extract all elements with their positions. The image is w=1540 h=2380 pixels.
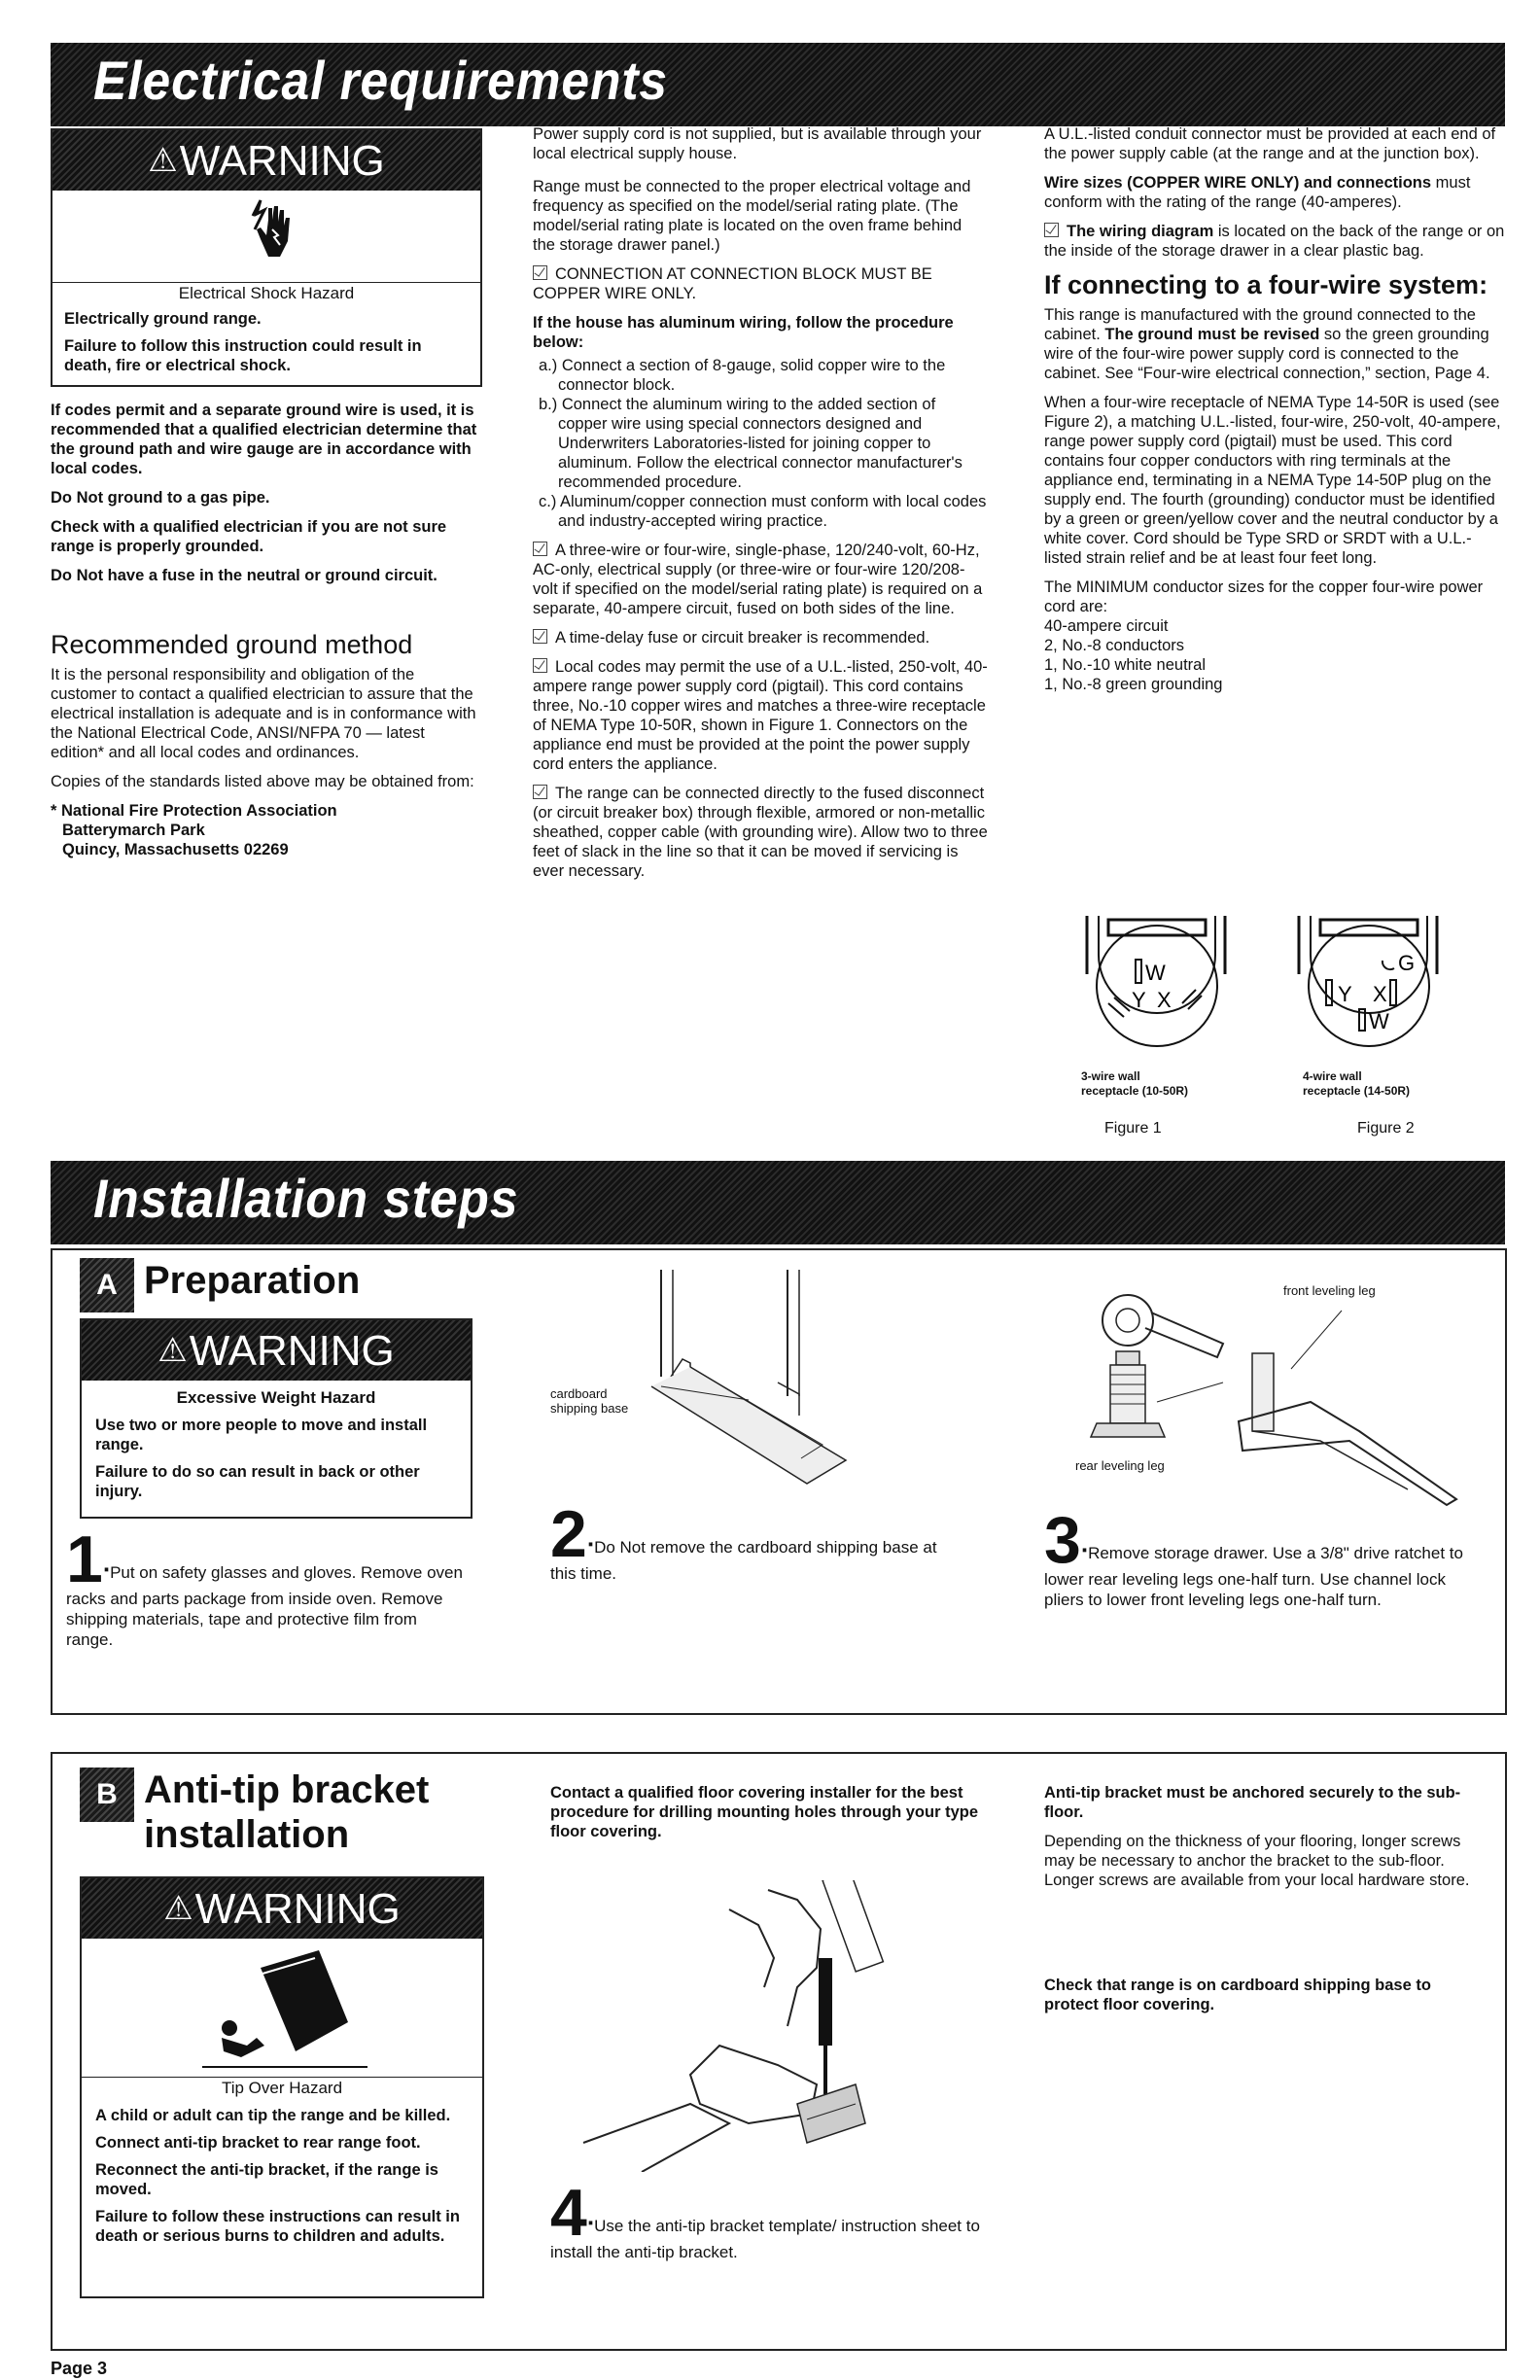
- paragraph: Power supply cord is not supplied, but is available through your local electrical supply house.: [533, 125, 982, 162]
- hazard-title: Electrical Shock Hazard: [178, 284, 355, 302]
- bold-run: Wire sizes (COPPER WIRE ONLY) and connections: [1044, 174, 1432, 192]
- paragraph: Depending on the thickness of your flooring, longer screws may be necessary to anchor the bracket to the sub-floor. Longer screws are available from your local hardware store.: [1044, 1833, 1470, 1889]
- paragraph-text: Local codes may permit the use of a U.L.-listed, 250-volt, 40-ampere range power supply cord (pigtail). This cord contains three, No.-10 copper wires and matches a three-wire receptacle of NEMA Type 10-50R, shown in Figure 1. Connectors on the appliance end must be provided at the point the power supply cord enters the appliance.: [533, 658, 988, 773]
- paragraph-text: CONNECTION AT CONNECTION BLOCK MUST BE COPPER WIRE ONLY.: [533, 265, 932, 302]
- step-1: 1∙Put on safety glasses and gloves. Remove oven racks and parts package from inside oven. Remove shipping materials, tape and protective film from range.: [66, 1522, 463, 1649]
- paragraph: A U.L.-listed conduit connector must be provided at each end of the power supply cable (at the range and at the junction box).: [1044, 125, 1496, 162]
- checkbox-icon: [533, 629, 547, 644]
- checkbox-icon: [533, 785, 547, 799]
- step-2: 2∙Do Not remove the cardboard shipping base at this time.: [550, 1497, 937, 1583]
- size-line: 1, No.-10 white neutral: [1044, 656, 1207, 674]
- screwdriver-bracket-illustration: [574, 1880, 894, 2172]
- section-b-badge: B: [80, 1768, 134, 1822]
- warning-line: Failure to follow this instruction could result in death, fire or electrical shock.: [64, 337, 422, 374]
- paragraph-text: so the green grounding wire of the four-wire power supply cord is connected to the cabinet. See “Four-wire electrical connection,” section, Page 4.: [1044, 326, 1490, 382]
- paragraph-text: must conform with the rating of the range (40-amperes).: [1044, 174, 1471, 211]
- electrical-warning-box: [51, 128, 482, 387]
- address-line: * National Fire Protection Association: [51, 802, 337, 820]
- paragraph: Copies of the standards listed above may be obtained from:: [51, 773, 474, 790]
- size-line: 1, No.-8 green grounding: [1044, 676, 1223, 693]
- paragraph-text: A three-wire or four-wire, single-phase, 120/240-volt, 60-Hz, AC-only, electrical supply (or three-wire or four-wire 120/208-volt if specified on the model/serial rating plate) is required on a separate, 40-ampere circuit, fused on both sides of the line.: [533, 542, 983, 617]
- four-wire-heading: If connecting to a four-wire system:: [1044, 270, 1488, 299]
- paragraph: Range must be connected to the proper electrical voltage and frequency as specified on the model/serial rating plate. (The model/serial rating plate is located on the oven frame behind the storage drawer panel.): [533, 178, 971, 254]
- warning-line: Reconnect the anti-tip bracket, if the range is moved.: [95, 2161, 438, 2198]
- warning-label: WARNING: [194, 1885, 401, 1933]
- front-leg-label: front leveling leg: [1283, 1283, 1376, 1298]
- paragraph: It is the personal responsibility and obligation of the customer to contact a qualified electrician to assure that the electrical installation is adequate and is in conformance with the National Electrical Code, ANSI/NFPA 70 — latest edition* and all local codes and ordinances.: [51, 666, 476, 761]
- section-a-badge: A: [80, 1258, 134, 1312]
- checkbox-icon: [533, 658, 547, 673]
- step-number: 2: [550, 1497, 587, 1571]
- list-item: c.) Aluminum/copper connection must conform with local codes and industry-accepted wiring practice.: [539, 493, 987, 530]
- banner-title: Electrical requirements: [93, 50, 668, 111]
- bold-run: The ground must be revised: [1104, 326, 1320, 343]
- figure-2-label: Figure 2: [1357, 1120, 1415, 1137]
- warning-line: Failure to do so can result in back or other injury.: [95, 1463, 420, 1500]
- terminal-g-label: G: [1398, 951, 1416, 975]
- installation-steps-banner: [51, 1161, 1505, 1244]
- warning-label: WARNING: [189, 1327, 395, 1375]
- list-item: b.) Connect the aluminum wiring to the added section of copper wire using special connectors designed and Underwriters Laboratories-listed for joining copper to aluminum. Follow the electrical connector manufacturer's recommended procedure.: [539, 396, 962, 491]
- rear-leg-label: rear leveling leg: [1075, 1458, 1165, 1473]
- step-3: 3∙Remove storage drawer. Use a 3/8" drive ratchet to lower rear leveling legs one-half turn. Use channel lock pliers to lower front leveling legs one-half turn.: [1044, 1503, 1463, 1609]
- figure-1-label: Figure 1: [1104, 1120, 1162, 1137]
- tip-over-hazard-icon: [202, 1944, 368, 2071]
- warning-line: Connect anti-tip bracket to rear range foot.: [95, 2134, 421, 2152]
- banner-title: Installation steps: [93, 1168, 519, 1229]
- warning-header: [82, 1320, 471, 1381]
- warning-line: Use two or more people to move and install range.: [95, 1417, 428, 1453]
- column-3: [1044, 124, 1507, 694]
- leveling-legs-illustration: [1068, 1285, 1476, 1509]
- address-line: Quincy, Massachusetts 02269: [62, 841, 289, 858]
- electrical-requirements-banner: [51, 43, 1505, 126]
- floor-covering-note: Contact a qualified floor covering installer for the best procedure for drilling mounting holes through your type floor covering.: [550, 1784, 978, 1840]
- hazard-title: Tip Over Hazard: [221, 2079, 343, 2097]
- warning-line: A child or adult can tip the range and be killed.: [95, 2107, 451, 2124]
- paragraph: Do Not ground to a gas pipe.: [51, 489, 270, 507]
- checkbox-icon: [1044, 223, 1059, 237]
- label-line: cardboard: [550, 1386, 608, 1401]
- tip-over-warning-box: [80, 1876, 484, 2298]
- paragraph-text: This range is manufactured with the ground connected to the cabinet.: [1044, 306, 1476, 343]
- section-b-title: [144, 1768, 429, 1857]
- paragraph-text: A time-delay fuse or circuit breaker is recommended.: [555, 629, 930, 647]
- page-number: Page 3: [51, 2359, 108, 2378]
- ground-method-section: [51, 630, 482, 859]
- electric-shock-hand-icon: [235, 196, 303, 272]
- terminal-y-label: Y: [1338, 982, 1352, 1006]
- warning-text: [64, 309, 471, 383]
- checkbox-icon: [533, 542, 547, 556]
- terminal-w-label: W: [1369, 1009, 1389, 1033]
- column-1-warnings: [51, 401, 482, 595]
- conductor-sizes: [1044, 616, 1507, 694]
- step-number: 4: [550, 2176, 587, 2250]
- step-4: 4∙Use the anti-tip bracket template/ instruction sheet to install the anti-tip bracket.: [550, 2176, 980, 2261]
- step-text: Do Not remove the cardboard shipping base at this time.: [550, 1538, 937, 1583]
- bold-run: The wiring diagram: [1067, 223, 1214, 240]
- paragraph: If codes permit and a separate ground wire is used, it is recommended that a qualified electrician determine that the ground path and wire gauge are in accordance with local codes.: [51, 402, 477, 477]
- paragraph: Check with a qualified electrician if you are not sure range is properly grounded.: [51, 518, 447, 555]
- checkbox-icon: [533, 265, 547, 280]
- four-wire-receptacle-figure: [1281, 916, 1456, 1081]
- shipping-base-note: Check that range is on cardboard shipping base to protect floor covering.: [1044, 1977, 1431, 2013]
- caption-line: 3-wire wall: [1081, 1069, 1140, 1083]
- warning-text: [95, 1416, 461, 1509]
- warning-header: [82, 1878, 482, 1939]
- anti-tip-right-column: [1044, 1783, 1482, 1900]
- warning-triangle-icon: ⚠: [158, 1332, 188, 1369]
- aluminum-steps-list: [533, 356, 988, 531]
- paragraph: If the house has aluminum wiring, follow the procedure below:: [533, 314, 954, 351]
- hazard-title: Excessive Weight Hazard: [176, 1388, 376, 1407]
- warning-line: Failure to follow these instructions can result in death or serious burns to children and adults.: [95, 2208, 460, 2245]
- label-line: shipping base: [550, 1401, 629, 1416]
- step-number: 3: [1044, 1503, 1081, 1577]
- caption-line: 4-wire wall: [1303, 1069, 1362, 1083]
- title-line: installation: [144, 1813, 350, 1856]
- caption-line: receptacle (14-50R): [1303, 1084, 1411, 1098]
- title-line: Anti-tip bracket: [144, 1768, 430, 1811]
- warning-line: Electrically ground range.: [64, 310, 262, 328]
- nfpa-address: [51, 801, 482, 859]
- column-2: [533, 124, 988, 891]
- size-line: 40-ampere circuit: [1044, 617, 1169, 635]
- step-text: Use the anti-tip bracket template/ instruction sheet to install the anti-tip bracket.: [550, 2217, 980, 2261]
- ground-method-heading: Recommended ground method: [51, 630, 413, 659]
- figure-2-caption: [1303, 1069, 1449, 1099]
- terminal-w-label: W: [1145, 961, 1166, 985]
- paragraph-text: is located on the back of the range or on the inside of the storage drawer in a clear plastic bag.: [1044, 223, 1505, 260]
- paragraph: Anti-tip bracket must be anchored securely to the sub-floor.: [1044, 1784, 1461, 1821]
- terminal-y-label: Y: [1132, 988, 1146, 1012]
- paragraph: The MINIMUM conductor sizes for the copper four-wire power cord are:: [1044, 578, 1484, 615]
- paragraph: Do Not have a fuse in the neutral or ground circuit.: [51, 567, 438, 584]
- step-text: Put on safety glasses and gloves. Remove oven racks and parts package from inside oven. Remove shipping materials, tape and protective film from range.: [66, 1563, 463, 1649]
- warning-triangle-icon: ⚠: [163, 1890, 193, 1927]
- paragraph: When a four-wire receptacle of NEMA Type 14-50R is used (see Figure 2), a matching U.L.-listed, four-wire, 250-volt, 40-ampere, range power supply cord (pigtail) must be used. This cord contains four copper conductors with ring terminals at the appliance end, terminating in a NEMA Type 14-50P plug on the supply end. The fourth (grounding) conductor must be identified by a green or green/yellow cover and the neutral conductor by a white cover. Cord should be Type SRD or SRDT with a U.L.-listed strain relief and be at least four feet long.: [1044, 394, 1501, 567]
- size-line: 2, No.-8 conductors: [1044, 637, 1184, 654]
- figure-1-caption: [1081, 1069, 1217, 1099]
- list-item: a.) Connect a section of 8-gauge, solid copper wire to the connector block.: [539, 357, 946, 394]
- paragraph-text: The range can be connected directly to the fused disconnect (or circuit breaker box) through flexible, armored or non-metallic sheathed, copper cable (with grounding wire). Allow two to three feet of slack in the line so that it can be moved if servicing is ever necessary.: [533, 785, 988, 880]
- warning-label: WARNING: [179, 137, 385, 185]
- section-a-title: Preparation: [144, 1259, 361, 1302]
- warning-header: [52, 130, 480, 191]
- step-number: 1: [66, 1522, 103, 1596]
- weight-warning-box: [80, 1318, 472, 1519]
- cardboard-label: [550, 1386, 628, 1416]
- three-wire-receptacle-figure: [1069, 916, 1244, 1081]
- step-text: Remove storage drawer. Use a 3/8" drive ratchet to lower rear leveling legs one-half turn. Use channel lock pliers to lower front leveling legs one-half turn.: [1044, 1544, 1463, 1609]
- address-line: Batterymarch Park: [62, 822, 205, 839]
- terminal-x-label: X: [1373, 982, 1387, 1006]
- caption-line: receptacle (10-50R): [1081, 1084, 1189, 1098]
- warning-triangle-icon: ⚠: [148, 142, 178, 179]
- warning-text: [95, 2106, 472, 2254]
- terminal-x-label: X: [1157, 988, 1172, 1012]
